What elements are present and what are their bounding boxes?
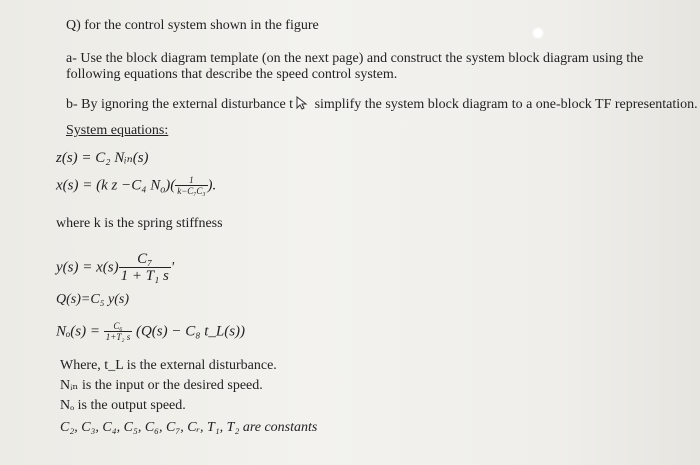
equation-y-left: y(s) = x(s) — [56, 259, 119, 276]
where-tl-note: Where, t_L is the external disturbance. — [60, 358, 277, 373]
mouse-pointer-icon — [295, 96, 309, 110]
question-heading: Q) for the control system shown in the figure — [66, 18, 319, 33]
equation-no-right: (Q(s) − C₈ t_L(s)) — [135, 323, 246, 340]
equation-y: y(s) = x(s) $\frac{\text{C₇}}{\text{1 + T₁ s}}$ ' — [56, 251, 175, 284]
equation-no-left: Nₒ(s) = — [56, 323, 100, 340]
equation-x-left: x(s) = (k z −C₄ N — [56, 177, 161, 194]
equation-x-fraction: $\frac{1}{\text{k−C₇C₃}}$ — [177, 175, 206, 196]
system-equations-label: System equations: — [66, 123, 169, 138]
no-description: Nₒ is the output speed. — [60, 398, 186, 413]
equation-no-fraction: $\frac{\text{C₆}}{\text{1+T₂ s}}$ — [105, 321, 131, 342]
part-b-text-before: b- By ignoring the external disturbance t — [66, 97, 294, 112]
constants-note: C₂, C₃, C₄, C₅, C₆, C₇, Cᵣ, T₁, T₂ are constants — [60, 420, 318, 435]
equation-x: x(s) = (k z −C₄ $N_o$)( $\frac{1}{\text{k−C₇C₃}}$ ). — [56, 175, 217, 196]
equation-q: Q(s)=C₅ y(s) — [56, 292, 130, 307]
part-a-line-1: a- Use the block diagram template (on the next page) and construct the system block diagram using the — [66, 51, 644, 66]
light-glare — [532, 27, 544, 39]
equation-no — [56, 322, 245, 342]
where-k-note: where k is the spring stiffness — [56, 216, 223, 231]
nin-description: Nᵢₙ is the input or the desired speed. — [60, 378, 263, 393]
equation-y-fraction: $\frac{\text{C₇}}{\text{1 + T₁ s}}$ — [120, 251, 169, 284]
part-b-line — [66, 96, 698, 114]
part-b-text-after: simplify the system block diagram to a one-block TF representation. — [311, 97, 698, 112]
part-a-line-2: following equations that describe the speed control system. — [66, 67, 398, 82]
equation-z: z(s) = C₂ Nᵢₙ(s) — [56, 150, 149, 166]
